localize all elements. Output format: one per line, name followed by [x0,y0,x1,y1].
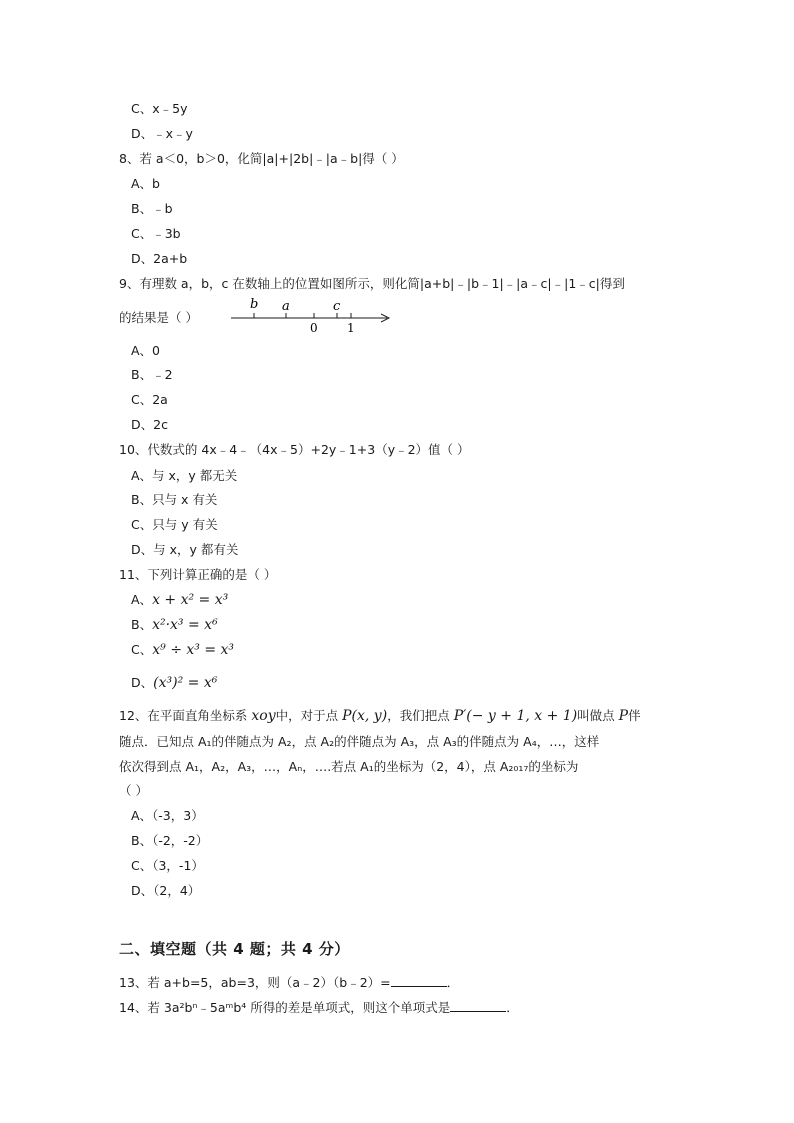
q10-option-b: B、只与 x 有关 [131,492,218,507]
q12-option-a: A、（-3，3） [131,808,204,823]
label-b: b [250,297,259,312]
q13-answer-blank[interactable] [391,974,447,987]
q11-option-c-prefix: C、 [131,642,153,657]
section-title-fill-in: 二、填空题（共 4 题；共 4 分） [119,940,350,958]
q7-option-d: D、﹣x﹣y [131,126,193,141]
q10-option-c: C、只与 y 有关 [131,517,218,532]
q11-option-d-prefix: D、 [131,675,154,690]
q9-option-a: A、0 [131,343,161,358]
q13 [119,974,459,992]
q12-line1-end: 伴 [628,708,641,723]
q10-option-a: A、与 x，y 都无关 [131,468,238,483]
q11-option-d-formula: (x³)² = x⁶ [153,675,218,691]
q12-coord-system: xoy [251,708,276,724]
q13-text: 13、若 a+b=5，ab=3，则（a﹣2）（b﹣2）= [119,975,391,990]
q12-line1-pre: 12、在平面直角坐标系 [119,708,248,723]
q12-line1-post: 叫做点 [577,708,615,723]
q12-line3: 依次得到点 A₁，A₂，A₃，…，Aₙ，….若点 A₁的坐标为（2，4），点 A₂₀₁₇的坐标为 [119,759,579,774]
q8-option-d: D、2a+b [131,251,188,266]
q8-option-b: B、﹣b [131,201,173,216]
q11-option-c [131,641,234,659]
label-c: c [333,299,341,314]
q9-stem-cont: 的结果是（ ） [119,310,198,325]
q7-option-c: C、x﹣5y [131,101,188,116]
q11-option-a-formula: x + x² = x³ [152,592,229,608]
q12-line2: 随点．已知点 A₁的伴随点为 A₂，点 A₂的伴随点为 A₃，点 A₃的伴随点为 A₄，…，这样 [119,734,600,749]
q8-option-a: A、b [131,176,160,191]
q12-point-p: P(x, y) [342,708,388,724]
q9-option-c: C、2a [131,392,168,407]
q12-line1 [119,707,641,725]
q12-point-p-prime: P′(− y + 1, x + 1) [453,708,578,724]
q9-number-line [229,296,399,336]
label-1: 1 [347,321,355,335]
q14 [119,999,519,1017]
q12-option-b: B、（-2，-2） [131,833,209,848]
q14-text: 14、若 3a²bⁿ﹣5aᵐb⁴ 所得的差是单项式，则这个单项式是 [119,1000,451,1015]
q12-point-p2: P [618,708,629,724]
q11-stem: 11、下列计算正确的是（ ） [119,567,277,582]
q12-line1-mid2: ，我们把点 [387,708,450,723]
q9-stem: 9、有理数 a，b，c 在数轴上的位置如图所示，则化简|a+b|﹣|b﹣1|﹣|a﹣c|﹣|1﹣c|得到 [119,276,625,291]
q11-option-b-formula: x²·x³ = x⁶ [152,617,218,633]
q8-stem: 8、若 a＜0，b＞0，化简|a|+|2b|﹣|a﹣b|得（ ） [119,151,404,166]
q14-end: ． [506,1000,519,1015]
q12-option-d: D、（2，4） [131,883,201,898]
q9-option-d: D、2c [131,417,168,432]
q13-end: ． [446,975,460,990]
q11-option-a-prefix: A、 [131,592,153,607]
q12-line4: （ ） [119,783,148,798]
q9-option-b: B、﹣2 [131,367,173,382]
q11-option-a [131,591,228,609]
q8-option-c: C、﹣3b [131,226,181,241]
q11-option-d [131,674,217,692]
q12-line1-mid: 中，对于点 [275,708,339,723]
q10-stem: 10、代数式的 4x﹣4﹣（4x﹣5）+2y﹣1+3（y﹣2）值（ ） [119,442,470,457]
q10-option-d: D、与 x，y 都有关 [131,542,239,557]
q11-option-b [131,616,218,634]
label-0: 0 [310,321,318,335]
label-a: a [282,299,290,314]
q11-option-c-formula: x⁹ ÷ x³ = x³ [152,642,235,658]
q14-answer-blank[interactable] [450,999,506,1012]
q12-option-c: C、（3，-1） [131,858,204,873]
q11-option-b-prefix: B、 [131,617,153,632]
